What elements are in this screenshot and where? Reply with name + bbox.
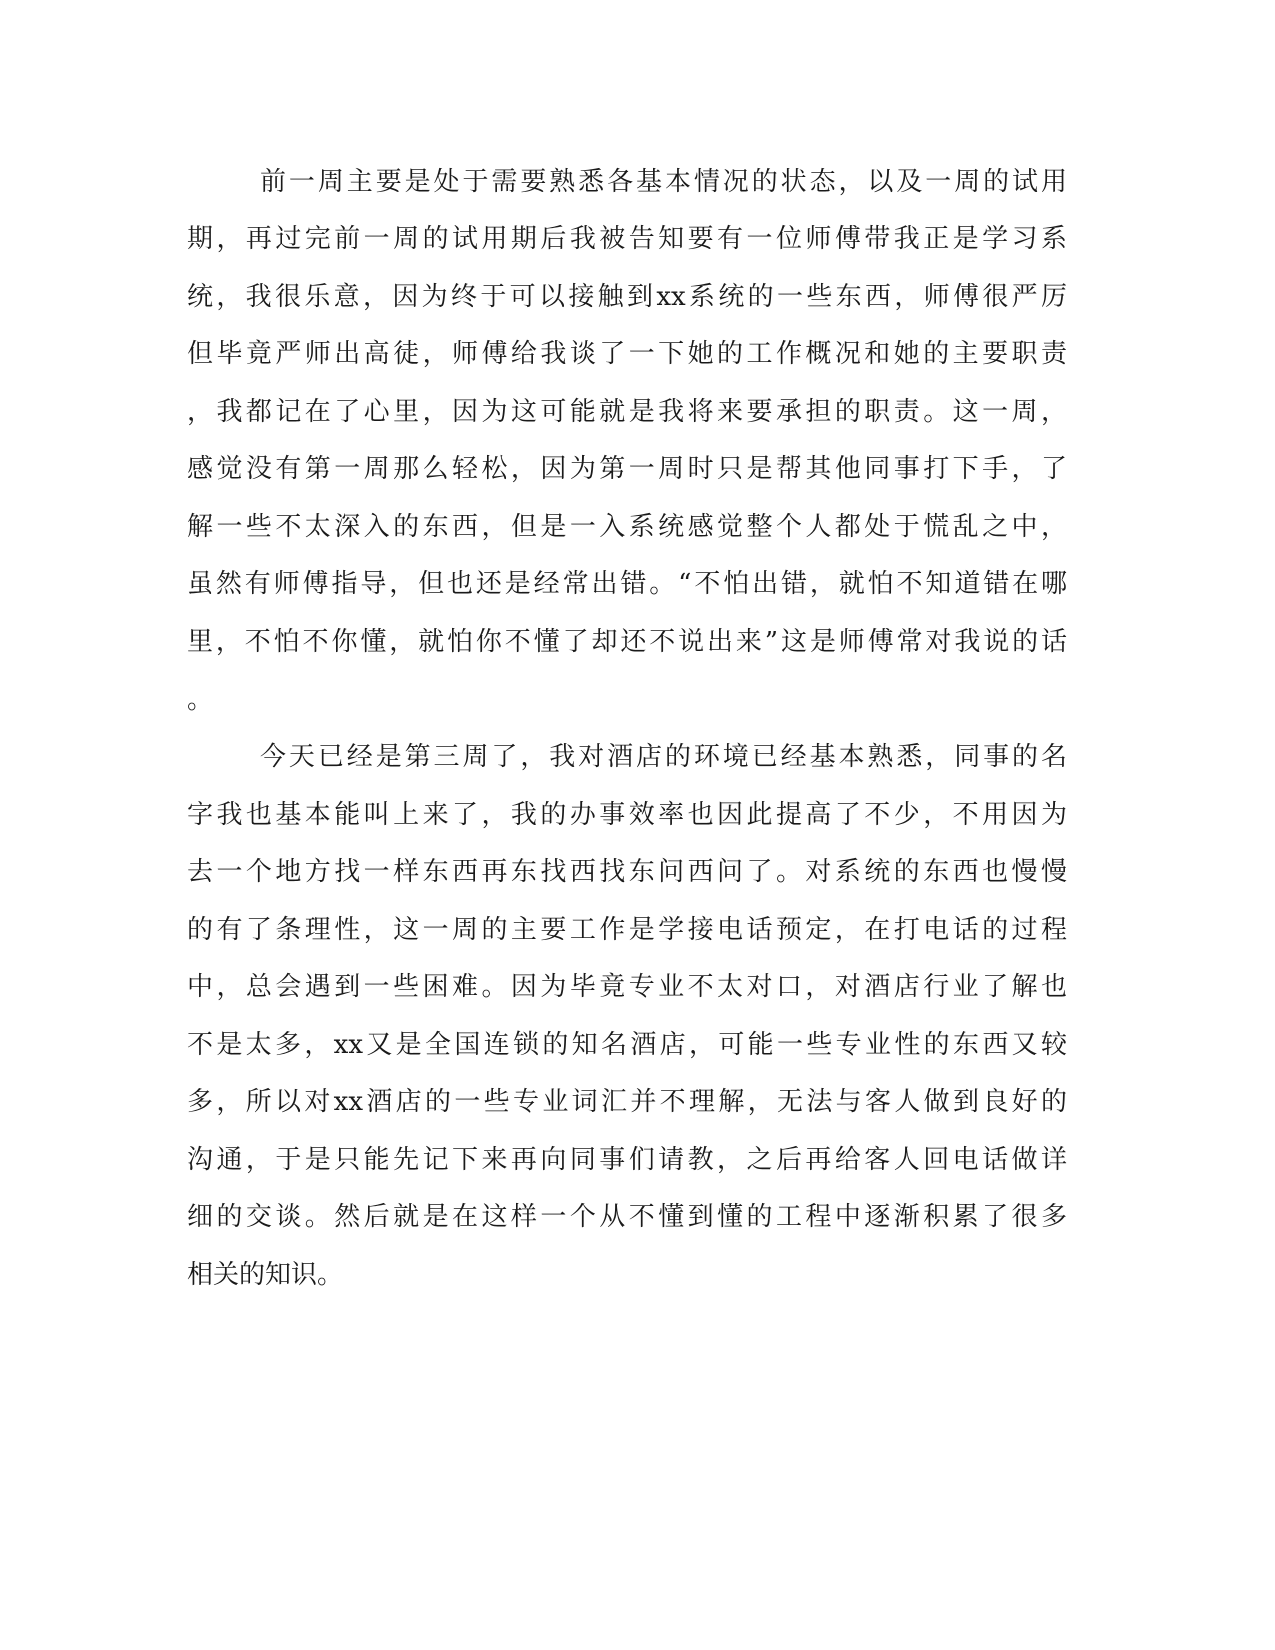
paragraph-2-line-3: 去一个地方找一样东西再东找西找东问西问了。对系统的东西也慢慢 — [187, 857, 1067, 887]
paragraph-1-line-2: 期，再过完前一周的试用期后我被告知要有一位师傅带我正是学习系 — [187, 224, 1067, 254]
paragraph-2-line-10: 相关的知识。 — [187, 1260, 344, 1290]
paragraph-1-line-4: 但毕竟严师出高徒，师傅给我谈了一下她的工作概况和她的主要职责 — [187, 339, 1067, 369]
paragraph-2-line-1: 今天已经是第三周了，我对酒店的环境已经基本熟悉，同事的名 — [260, 742, 1067, 772]
paragraph-1-line-5: ，我都记在了心里，因为这可能就是我将来要承担的职责。这一周， — [187, 397, 1067, 427]
paragraph-1-line-1: 前一周主要是处于需要熟悉各基本情况的状态，以及一周的试用 — [260, 167, 1067, 197]
paragraph-2-line-5: 中，总会遇到一些困难。因为毕竟专业不太对口，对酒店行业了解也 — [187, 972, 1067, 1002]
paragraph-2-line-7: 多，所以对xx酒店的一些专业词汇并不理解，无法与客人做到良好的 — [187, 1087, 1067, 1117]
paragraph-2-line-4: 的有了条理性，这一周的主要工作是学接电话预定，在打电话的过程 — [187, 915, 1067, 945]
paragraph-2-line-6: 不是太多，xx又是全国连锁的知名酒店，可能一些专业性的东西又较 — [187, 1030, 1067, 1060]
paragraph-1-line-9: 里，不怕不你懂，就怕你不懂了却还不说出来”这是师傅常对我说的话 — [187, 627, 1067, 657]
paragraph-2-line-9: 细的交谈。然后就是在这样一个从不懂到懂的工程中逐渐积累了很多 — [187, 1202, 1067, 1232]
paragraph-1-line-8: 虽然有师傅指导，但也还是经常出错。“不怕出错，就怕不知道错在哪 — [187, 569, 1067, 599]
paragraph-1-line-10: 。 — [187, 685, 214, 715]
paragraph-2-line-2: 字我也基本能叫上来了，我的办事效率也因此提高了不少，不用因为 — [187, 800, 1067, 830]
paragraph-1-line-7: 解一些不太深入的东西，但是一入系统感觉整个人都处于慌乱之中， — [187, 512, 1067, 542]
paragraph-1-line-6: 感觉没有第一周那么轻松，因为第一周时只是帮其他同事打下手，了 — [187, 454, 1067, 484]
paragraph-1-line-3: 统，我很乐意，因为终于可以接触到xx系统的一些东西，师傅很严厉 — [187, 282, 1067, 312]
paragraph-2-line-8: 沟通，于是只能先记下来再向同事们请教，之后再给客人回电话做详 — [187, 1145, 1067, 1175]
